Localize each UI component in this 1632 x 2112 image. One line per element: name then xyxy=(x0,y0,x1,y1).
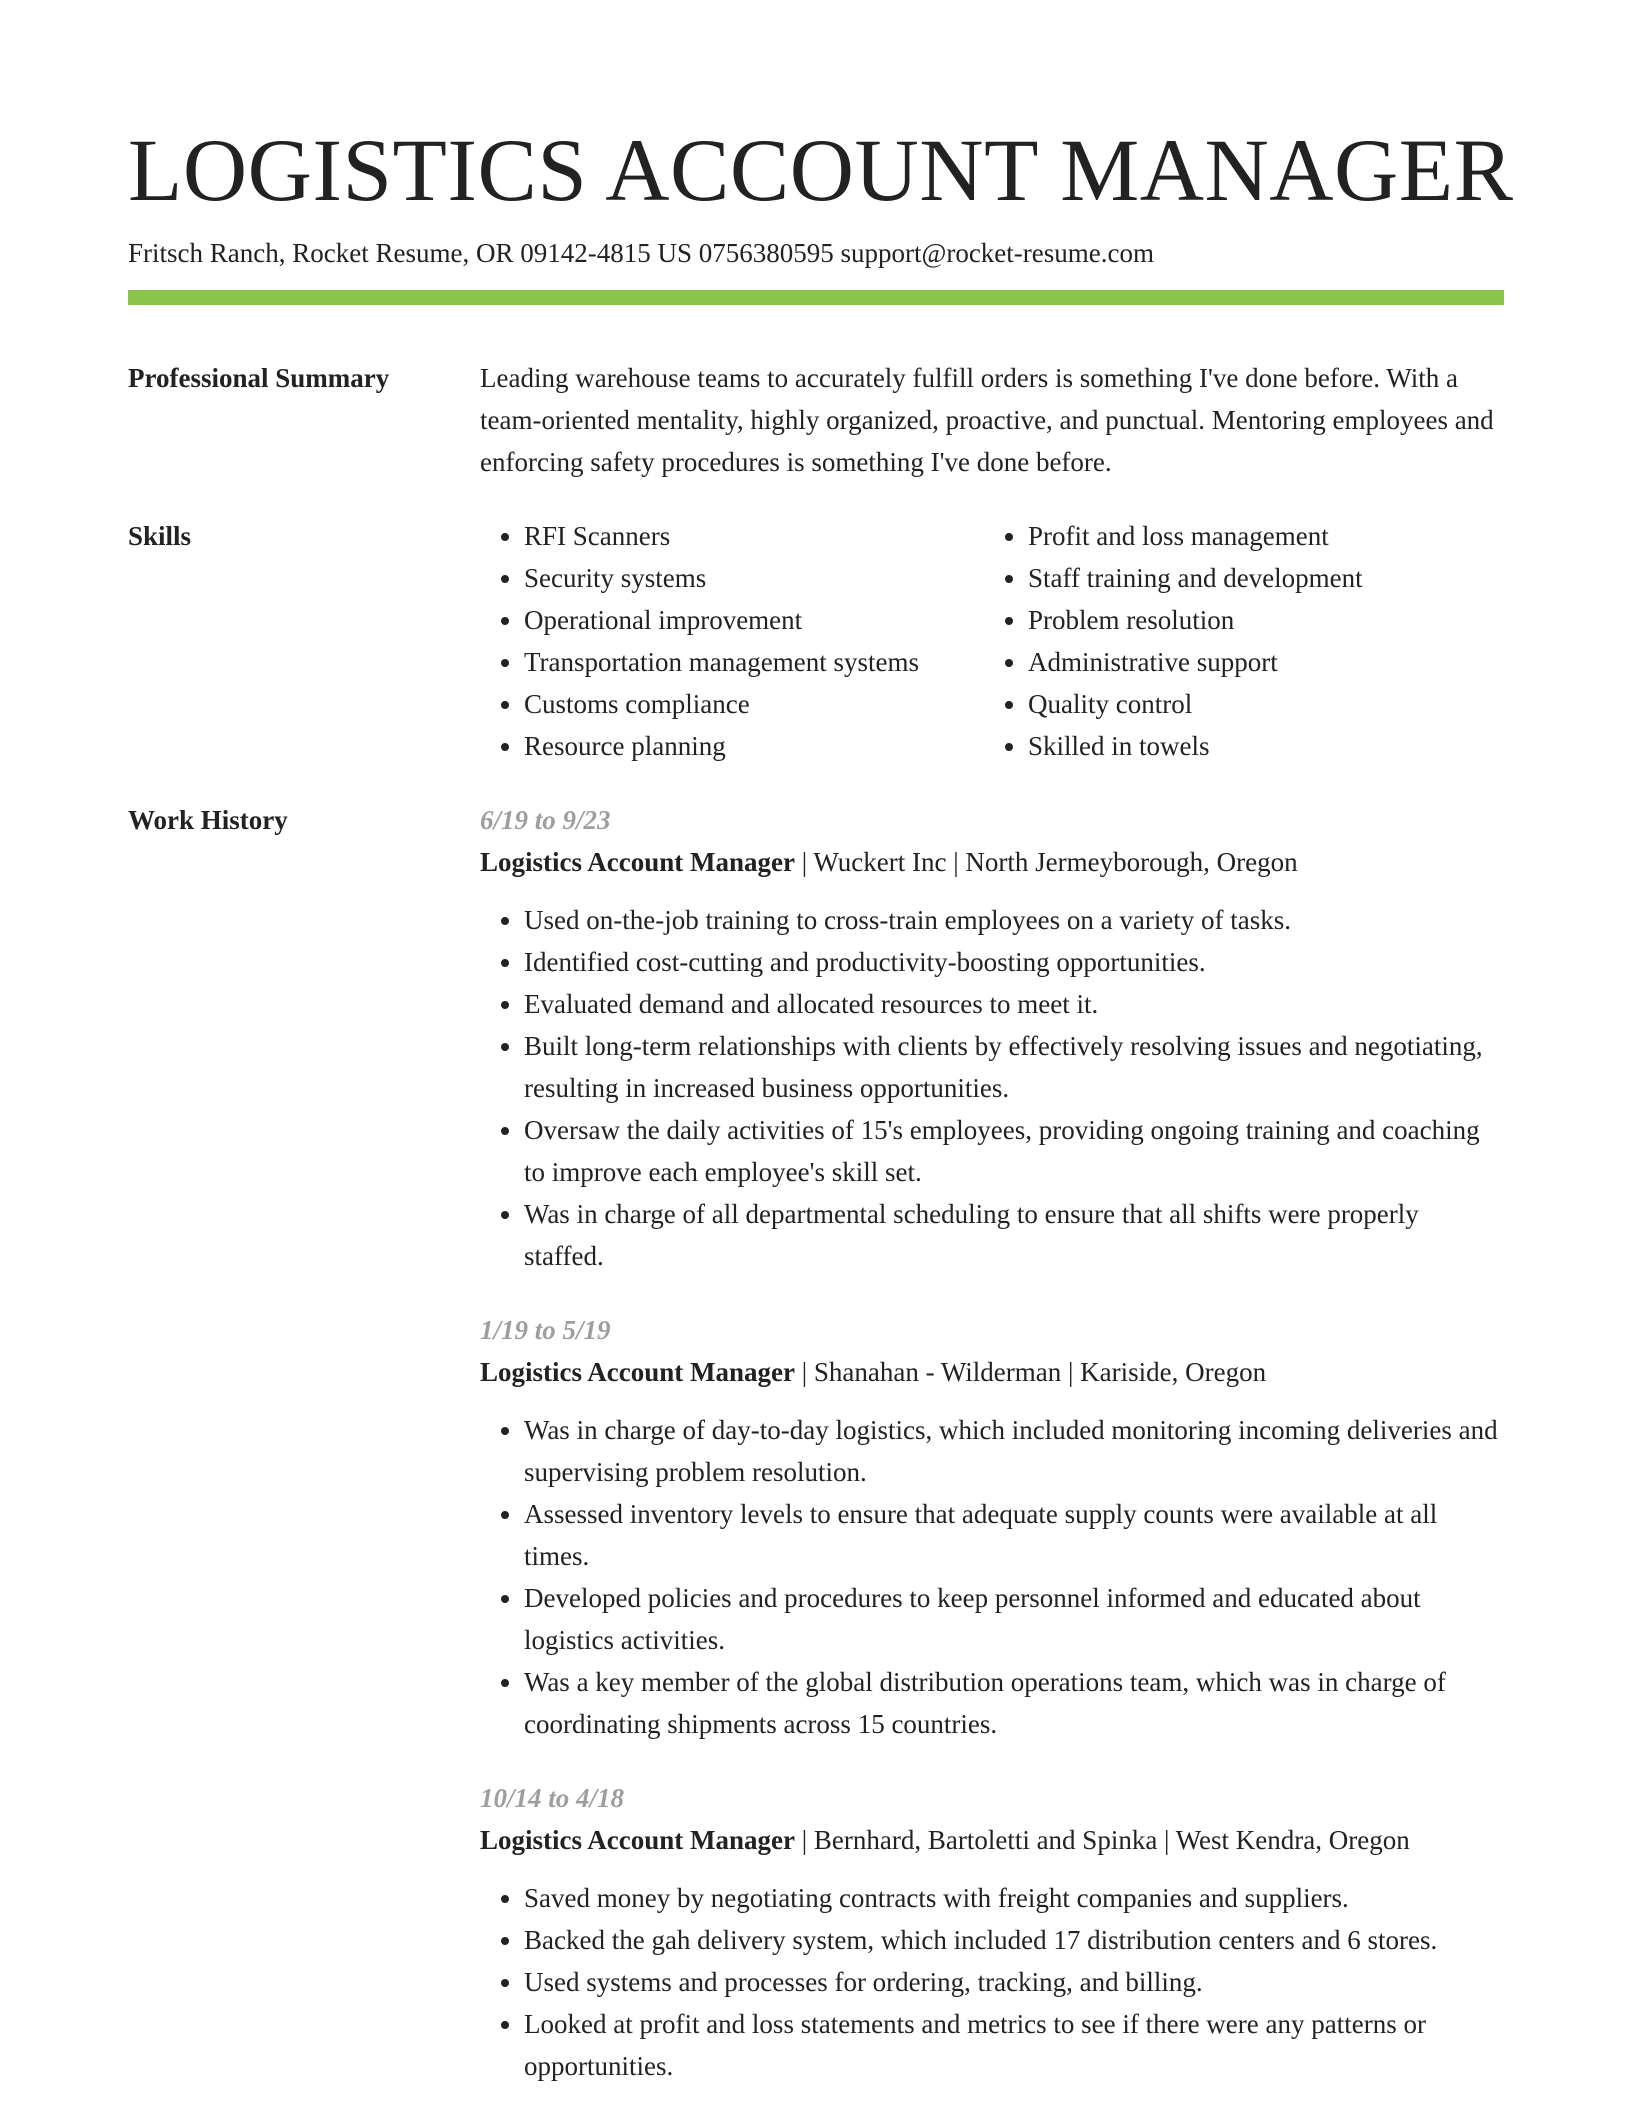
job-title: Logistics Account Manager xyxy=(480,1825,795,1855)
skill-item: • RFI Scanners xyxy=(524,515,984,557)
job-bullet: • Assessed inventory levels to ensure that adequate supply counts were available at all times. xyxy=(524,1493,1504,1577)
contact-line xyxy=(128,236,1504,270)
skills-list-right xyxy=(984,515,1363,767)
work-body xyxy=(480,799,1504,2087)
job-bullet: • Was a key member of the global distribution operations team, which was in charge of coordinating shipments across 15 countries. xyxy=(524,1661,1504,1745)
job-details: | Shanahan - Wilderman | Kariside, Oregon xyxy=(794,1357,1267,1387)
job-dates: 10/14 to 4/18 xyxy=(480,1783,625,1813)
skill-item: • Operational improvement xyxy=(524,599,984,641)
skill-item: • Customs compliance xyxy=(524,683,984,725)
skill-item: • Administrative support xyxy=(1028,641,1363,683)
skills-section xyxy=(128,515,1504,767)
job-bullet: • Oversaw the daily activities of 15's employees, providing ongoing training and coaching to improve each employee's skill set. xyxy=(524,1109,1504,1193)
contact-email: support@rocket-resume.com xyxy=(840,238,1154,268)
skills-list-left xyxy=(480,515,984,767)
summary-body xyxy=(480,357,1504,483)
job-bullets xyxy=(480,1409,1504,1745)
job-bullet: • Was in charge of all departmental scheduling to ensure that all shifts were properly staffed. xyxy=(524,1193,1504,1277)
job-details: | Wuckert Inc | North Jermeyborough, Oregon xyxy=(794,847,1298,877)
skill-item: • Transportation management systems xyxy=(524,641,984,683)
job-bullets xyxy=(480,899,1504,1277)
work-heading: Work History xyxy=(128,805,288,835)
work-section xyxy=(128,799,1504,2087)
contact-address: Fritsch Ranch, Rocket Resume, OR 09142-4815 US xyxy=(128,238,692,268)
skill-item: • Profit and loss management xyxy=(1028,515,1363,557)
skill-item: • Staff training and development xyxy=(1028,557,1363,599)
job-bullet: • Evaluated demand and allocated resources to meet it. xyxy=(524,983,1504,1025)
job-dates: 1/19 to 5/19 xyxy=(480,1315,611,1345)
job-entry xyxy=(480,799,1504,1277)
header-divider xyxy=(128,290,1504,305)
job-heading xyxy=(480,1819,1504,1861)
skill-item: • Quality control xyxy=(1028,683,1363,725)
job-title: Logistics Account Manager xyxy=(480,1357,795,1387)
job-heading xyxy=(480,841,1504,883)
skill-item: • Problem resolution xyxy=(1028,599,1363,641)
job-bullet: • Backed the gah delivery system, which included 17 distribution centers and 6 stores. xyxy=(524,1919,1504,1961)
job-bullet: • Was in charge of day-to-day logistics, which included monitoring incoming deliveries and supervising problem resolution. xyxy=(524,1409,1504,1493)
skill-item: • Skilled in towels xyxy=(1028,725,1363,767)
job-bullet: • Developed policies and procedures to keep personnel informed and educated about logistics activities. xyxy=(524,1577,1504,1661)
job-dates: 6/19 to 9/23 xyxy=(480,805,611,835)
job-bullet: • Identified cost-cutting and productivity-boosting opportunities. xyxy=(524,941,1504,983)
job-entry xyxy=(480,1309,1504,1745)
resume-page xyxy=(128,0,1514,2087)
job-title: Logistics Account Manager xyxy=(480,847,795,877)
page-title: LOGISTICS ACCOUNT MANAGER xyxy=(128,122,1514,220)
summary-text: Leading warehouse teams to accurately fulfill orders is something I've done before. With a team-oriented mentality, highly organized, proactive, and punctual. Mentoring employees and enforcing safety procedures is something I've done before. xyxy=(480,363,1494,477)
summary-section xyxy=(128,357,1504,483)
job-bullets xyxy=(480,1877,1504,2087)
job-bullet: • Built long-term relationships with clients by effectively resolving issues and negotiating, resulting in increased business opportunities. xyxy=(524,1025,1504,1109)
skills-heading: Skills xyxy=(128,521,192,551)
summary-heading: Professional Summary xyxy=(128,363,390,393)
job-bullet: • Looked at profit and loss statements and metrics to see if there were any patterns or opportunities. xyxy=(524,2003,1504,2087)
job-bullet: • Used on-the-job training to cross-train employees on a variety of tasks. xyxy=(524,899,1504,941)
skills-grid xyxy=(480,515,1504,767)
skill-item: • Resource planning xyxy=(524,725,984,767)
skills-body xyxy=(480,515,1504,767)
job-bullet: • Saved money by negotiating contracts with freight companies and suppliers. xyxy=(524,1877,1504,1919)
job-bullet: • Used systems and processes for ordering, tracking, and billing. xyxy=(524,1961,1504,2003)
job-heading xyxy=(480,1351,1504,1393)
contact-phone: 0756380595 xyxy=(698,238,834,268)
job-details: | Bernhard, Bartoletti and Spinka | West Kendra, Oregon xyxy=(794,1825,1410,1855)
skill-item: • Security systems xyxy=(524,557,984,599)
job-entry xyxy=(480,1777,1504,2087)
